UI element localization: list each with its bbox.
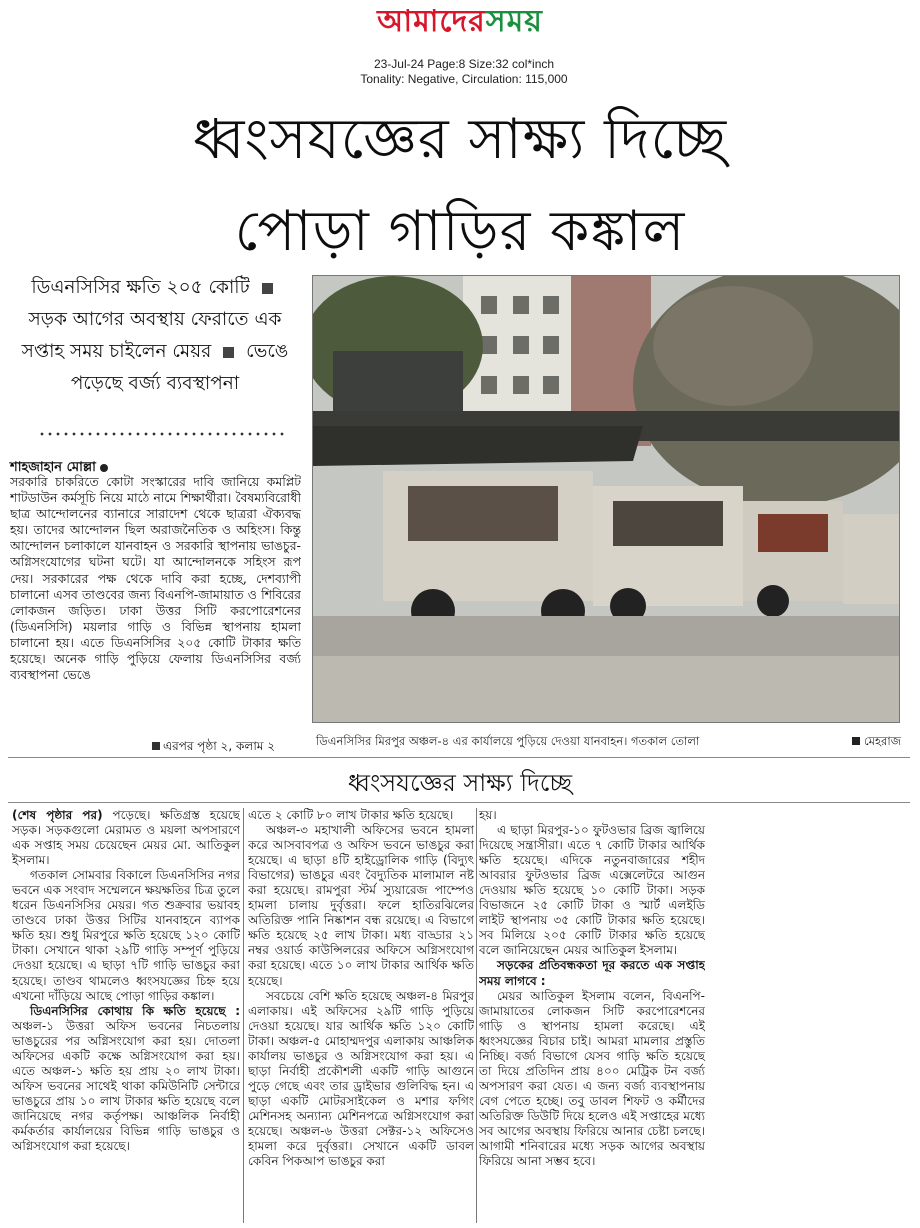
body-text: এ ছাড়া মিরপুর-১০ ফুটওভার ব্রিজ জ্বালিয়ে দিয়েছে সন্ত্রাসীরা। এতে ৭ কোটি টাকার আর্থিক ক্ষতি হয়েছে। এদিকে নতুনবাজারের শহীদ আবরার ফুটওভার ব্রিজ এক্সেলেটরে আগুন দেওয়ায় ক্ষতি হয়েছে ১০ কোটি টাকা। সড়ক বিভাজনে ২৫ কোটি টাকা ও স্মার্ট এলইডি লাইট স্থাপনায় ৩৫ কোটি টাকার ক্ষতি হয়েছে। সব মিলিয়ে ২০৫ কোটি টাকার ক্ষতি হয়েছে বলে জানিয়েছেন মেয়র আতিকুল ইসলাম। bbox=[479, 823, 705, 958]
body-text: পড়েছে। ক্ষতিগ্রস্ত হয়েছে সড়ক। সড়কগুলো মেরামত ও ময়লা অপসারণে এক সপ্তাহ সময় চেয়েছেন মেয়র মো. আতিকুল ইসলাম। bbox=[12, 808, 240, 868]
masthead-part2: সময় bbox=[485, 4, 543, 39]
caption-text: ডিএনসিসির মিরপুর অঞ্চল-৪ এর কার্যালয়ে পুড়িয়ে দেওয়া যানবাহন। গতকাল তোলা bbox=[316, 734, 700, 748]
masthead-part1: আমাদের bbox=[377, 4, 486, 39]
news-photo bbox=[312, 275, 900, 723]
masthead-logo bbox=[0, 2, 920, 42]
continuation-headline: ধ্বংসযজ্ঞের সাক্ষ্য দিচ্ছে bbox=[347, 769, 573, 797]
headline-line1: ধ্বংসযজ্ঞের সাক্ষ্য দিচ্ছে bbox=[192, 107, 728, 172]
photo-credit bbox=[852, 733, 901, 752]
body-text: সবচেয়ে বেশি ক্ষতি হয়েছে অঞ্চল-৪ মিরপুর এলাকায়। এই অফিসের ২৯টি গাড়ি পুড়িয়ে দেওয়া হয়েছে। যার আর্থিক ক্ষতি ১২০ কোটি টাকা। অঞ্চল-৫ মোহাম্মদপুর এলাকায় আঞ্চলিক কার্যালয় ভাঙচুর ও অগ্নিসংযোগ করা হয়। এ ছাড়া নির্বাহী প্রকৌশলী একটি গাড়ি আগুনে পুড়ে গেছে এবং তার ড্রাইভার গুলিবিদ্ধ হন। এ ছাড়া একটি মোটরসাইকেল ও মশার ফগিং মেশিনসহ অন্যান্য মেশিনপত্রে অগ্নিসংযোগ করা হয়েছে। অঞ্চল-৬ উত্তরা সেক্টর-১২ অফিসেও হামলা করে দুর্বৃত্তরা। সেখানে একটি ডাবল কেবিন পিকআপ ভাঙচুর করা bbox=[248, 988, 474, 1169]
continued-note bbox=[150, 738, 275, 758]
lead-paragraph: সরকারি চাকরিতে কোটা সংস্কারের দাবি জানিয়ে কমপ্লিট শাটডাউন কর্মসূচি নিয়ে মাঠে নামে শিক্ষার্থীরা। বৈষম্যবিরোধী ছাত্র আন্দোলনের ব্যানারে সারাদেশ থেকে ছাত্ররা ঐক্যবদ্ধ হয়। তাদের আন্দোলন ছিল অরাজনৈতিক ও অহিংস। কিন্তু আন্দোলন চলাকালে যানবাহন ও সরকারি স্থাপনায় ভাঙচুর-অগ্নিসংযোগের ঘটনা ঘটে। যা আন্দোলনকে সহিংস রূপ দেয়। সরকারের পক্ষ থেকে দাবি করা হচ্ছে, দেশব্যাপী চালানো এসব তাণ্ডবের জন্য বিএনপি-জামায়াত ও শিবিরের লোকজন জড়িত। ঢাকা উত্তর সিটি করপোরেশনের (ডিএনসিসি) ময়লার গাড়ি ও বিভিন্ন স্থাপনায় হামলা চালানো হয়। এতে ডিএনসিসির ২০৫ কোটি টাকার ক্ষতি হয়েছে। অনেক গাড়ি পুড়িয়ে ফেলায় ডিএনসিসির বর্জ্য ব্যবস্থাপনা ভেঙে bbox=[10, 474, 301, 683]
square-bullet-icon bbox=[852, 737, 860, 745]
continued-text: এরপর পৃষ্ঠা ২, কলাম ২ bbox=[163, 739, 276, 753]
body-text: হয়। bbox=[479, 808, 497, 822]
bullet-dot-icon bbox=[100, 464, 108, 472]
clip-meta-line2: Tonality: Negative, Circulation: 115,000 bbox=[360, 72, 568, 86]
headline bbox=[60, 94, 860, 278]
jump-marker: (শেষ পৃষ্ঠার পর) bbox=[12, 808, 103, 822]
body-text: অঞ্চল-১ উত্তরা অফিস ভবনের নিচতলায় ভাঙচুরের পর অগ্নিসংযোগ করা হয়। দোতলা অফিসের একটি কক্ষে অগ্নিসংযোগ করা হয়। এতে অঞ্চল-১ ক্ষতি হয় প্রায় ২০ লাখ টাকা। অফিস ভবনের সাথেই থাকা কমিউনিটি সেন্টারে ভাঙচুরে প্রায় ১০ লাখ টাকার ক্ষতি হয়েছে বলে জানিয়েছে নগর কর্তৃপক্ষ। আঞ্চলিক নির্বাহী কর্মকর্তার কার্যালয়ের বিভিন্ন গাড়ি ভাঙচুর ও অগ্নিসংযোগ করা হয়েছে। bbox=[12, 1018, 240, 1154]
byline-name: শাহজাহান মোল্লা bbox=[10, 460, 96, 475]
deck-part2: সড়ক আগের অবস্থায় ফেরাতে এক সপ্তাহ সময় চাইলেন মেয়র bbox=[21, 309, 282, 362]
body-text: এতে ২ কোটি ৮০ লাখ টাকার ক্ষতি হয়েছে। bbox=[248, 808, 454, 822]
body-text: অঞ্চল-৩ মহাখালী অফিসের ভবনে হামলা করে আসবাবপত্র ও অফিস ভবনে ভাঙচুর করা হয়েছে। এ ছাড়া ৪টি হাইড্রোলিক গাড়ি (বিদ্যুৎ বিভাগের) ভাঙচুর এবং বৈদ্যুতিক মালামাল নষ্ট করা হয়েছে। রামপুরা স্টর্ম স্যুয়ারেজ পাম্পেও হামলা চালায় দুর্বৃত্তরা। ফলে হাতিরঝিলের অতিরিক্ত পানি নিষ্কাশন বন্ধ রয়েছে। এ বিভাগে ক্ষতি হয়েছে ২৫ লাখ টাকা। মধ্য বাড্ডার ২১ নম্বর ওয়ার্ড কাউন্সিলরের অফিসে অগ্নিসংযোগ করা হয়েছে। এতে ১০ লাখ টাকার আর্থিক ক্ষতি হয়েছে। bbox=[248, 823, 474, 988]
body-column-2 bbox=[248, 808, 474, 1223]
square-bullet-icon bbox=[223, 347, 234, 358]
credit-name: মেহরাজ bbox=[863, 734, 901, 748]
clip-meta-line1: 23-Jul-24 Page:8 Size:32 col*inch bbox=[373, 57, 555, 71]
deck-part3: ভেঙে পড়েছে বর্জ্য ব্যবস্থাপনা bbox=[70, 341, 289, 394]
burnt-vehicles-photo bbox=[313, 276, 899, 722]
body-column-3 bbox=[479, 808, 705, 1223]
crosshead: সড়কের প্রতিবন্ধকতা দূর করতে এক সপ্তাহ সময় লাগবে : bbox=[479, 958, 705, 988]
photo-caption bbox=[316, 733, 901, 752]
dotted-divider bbox=[38, 432, 288, 436]
column-rule bbox=[243, 808, 244, 1223]
column-rule bbox=[476, 808, 477, 1223]
square-bullet-icon bbox=[152, 742, 160, 750]
headline-line2: পোড়া গাড়ির কঙ্কাল bbox=[234, 199, 686, 264]
section-divider bbox=[8, 757, 910, 758]
body-text: গতকাল সোমবার বিকালে ডিএনসিসির নগর ভবনে এক সংবাদ সম্মেলনে ক্ষয়ক্ষতির চিত্র তুলে ধরেন ডিএনসিসির মেয়র। গত শুক্রবার ভয়াবহ তাণ্ডবে ঢাকা উত্তর সিটির যানবাহনে ব্যাপক ক্ষতি হয়। শুধু মিরপুরে ক্ষতি হয়েছে ১২০ কোটি টাকা। সেখানে থাকা ২৯টি গাড়ি সম্পূর্ণ পুড়িয়ে দেওয়া হয়েছে। এ ছাড়া ৭টি গাড়ি ভাঙচুর করা হয়েছে। তাণ্ডব থামলেও ধ্বংসযজ্ঞের চিহ্ন হয়ে এখনো দাঁড়িয়ে আছে পোড়া গাড়ির কঙ্কাল। bbox=[12, 868, 240, 1003]
deck bbox=[10, 272, 300, 400]
deck-part1: ডিএনসিসির ক্ষতি ২০৫ কোটি bbox=[31, 277, 250, 298]
square-bullet-icon bbox=[262, 283, 273, 294]
body-column-1 bbox=[12, 808, 240, 1223]
section-divider bbox=[8, 802, 910, 803]
crosshead: ডিএনসিসির কোথায় কি ক্ষতি হয়েছে : bbox=[30, 1003, 240, 1018]
body-text: মেয়র আতিকুল ইসলাম বলেন, বিএনপি-জামায়াতের লোকজন সিটি করপোরেশনের গাড়ি ও স্থাপনায় হামলা করেছে। এই ধ্বংসযজ্ঞের বিচার চাই। আমরা মামলার প্রস্তুতি নিচ্ছি। বর্জ্য বিভাগে যেসব গাড়ি ক্ষতি হয়েছে তা দিয়ে প্রতিদিন প্রায় ৪০০ মেট্রিক টন বর্জ্য অপসারণ করা যেত। এ জন্য বর্জ্য ব্যবস্থাপনায় বেগ পেতে হচ্ছে। তবু ডাবল শিফট ও কর্মীদের অতিরিক্ত ডিউটি দিয়ে হলেও এই সপ্তাহের মধ্যে সব আগের অবস্থায় ফিরিয়ে আনার চেষ্টা চলছে। আগামী শনিবারের মধ্যে সড়ক আগের অবস্থায় ফিরিয়ে আনা সম্ভব হবে। bbox=[479, 988, 705, 1169]
